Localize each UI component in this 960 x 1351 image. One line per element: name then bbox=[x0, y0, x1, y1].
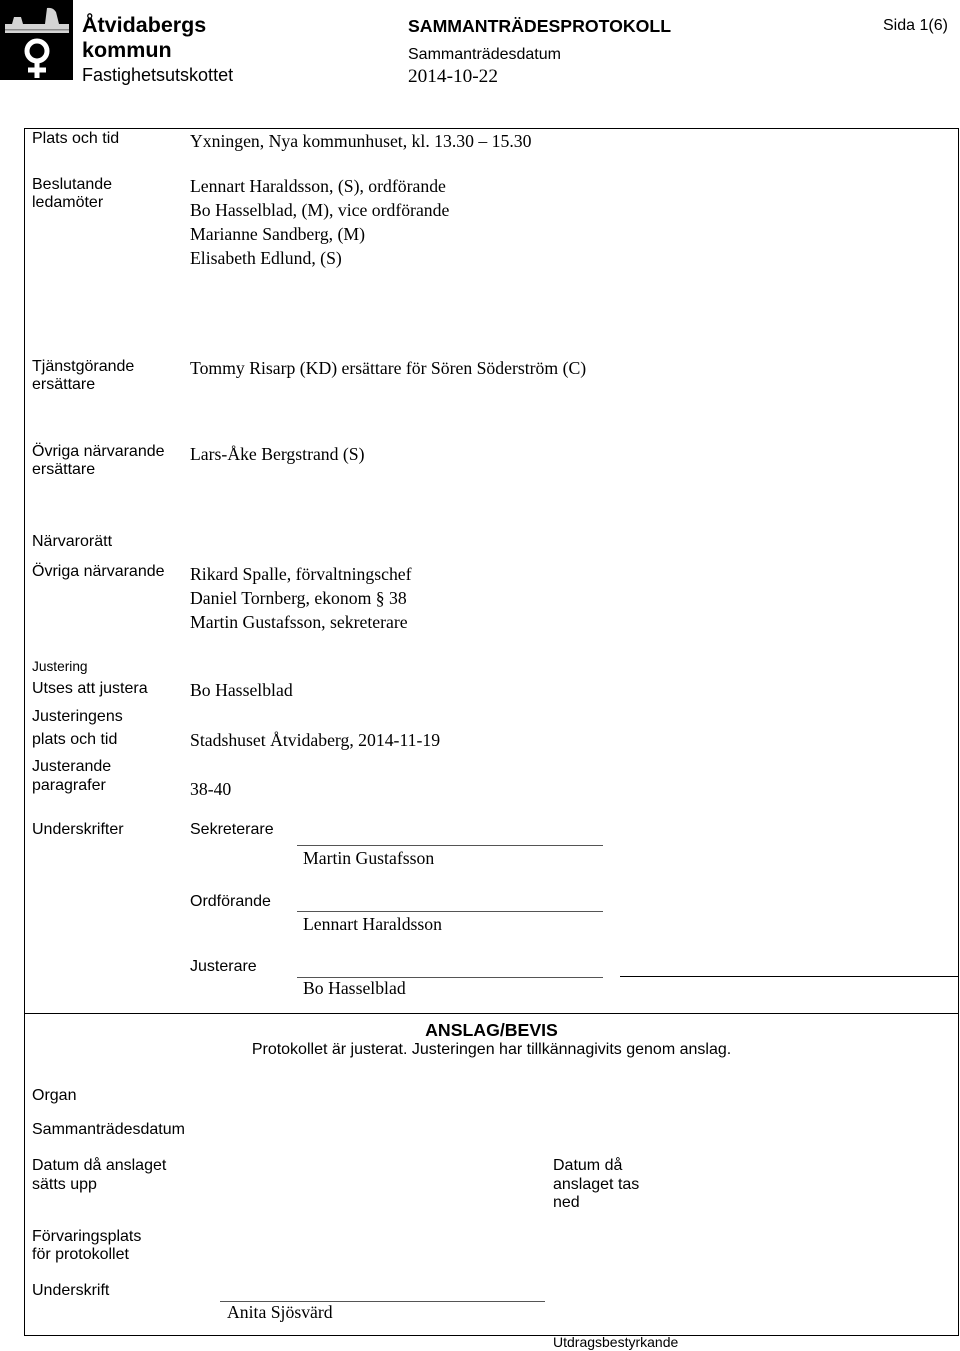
serving-substitutes-label: ersättare bbox=[32, 376, 96, 393]
member-item: Elisabeth Edlund, (S) bbox=[190, 248, 342, 268]
decision-makers-label: ledamöter bbox=[32, 194, 104, 211]
appointed-adjuster-label: Utses att justera bbox=[32, 680, 148, 697]
decision-makers-label: Beslutande bbox=[32, 176, 113, 193]
notice-statement: Protokollet är justerat. Justeringen har tillkännagivits genom anslag. bbox=[251, 1041, 732, 1058]
removed-date-label: Datum då bbox=[553, 1157, 623, 1174]
member-item: Bo Hasselblad, (M), vice ordförande bbox=[190, 200, 450, 220]
appointed-adjuster-value: Bo Hasselblad bbox=[190, 680, 293, 700]
org-name-line2: kommun bbox=[82, 38, 172, 62]
signature-name: Bo Hasselblad bbox=[303, 978, 406, 998]
adjustment-place-time-label: plats och tid bbox=[32, 731, 118, 748]
coat-of-arms-icon bbox=[0, 0, 74, 80]
other-substitutes-value: Lars-Åke Bergstrand (S) bbox=[190, 444, 365, 464]
meeting-date-label: Sammanträdesdatum bbox=[408, 46, 561, 63]
signature-line bbox=[620, 976, 958, 977]
attendance-right-heading: Närvarorätt bbox=[32, 533, 113, 550]
adjustment-place-time-value: Stadshuset Åtvidaberg, 2014-11-19 bbox=[190, 730, 441, 750]
other-present-item: Martin Gustafsson, sekreterare bbox=[190, 612, 408, 632]
adjusted-paragraphs-value: 38-40 bbox=[190, 779, 232, 799]
storage-label: för protokollet bbox=[32, 1246, 129, 1263]
notice-meeting-date-label: Sammanträdesdatum bbox=[32, 1121, 185, 1138]
other-present-label: Övriga närvarande bbox=[32, 563, 165, 580]
place-time-value: Yxningen, Nya kommunhuset, kl. 13.30 – 15.30 bbox=[190, 131, 532, 151]
adjustment-place-time-label: Justeringens bbox=[32, 708, 123, 725]
member-item: Marianne Sandberg, (M) bbox=[190, 224, 366, 244]
notice-signature-name: Anita Sjösvärd bbox=[227, 1302, 333, 1322]
notice-signature-label: Underskrift bbox=[32, 1282, 110, 1299]
signature-line bbox=[297, 911, 603, 912]
removed-date-label: ned bbox=[553, 1194, 580, 1211]
storage-label: Förvaringsplats bbox=[32, 1228, 142, 1245]
member-item: Lennart Haraldsson, (S), ordförande bbox=[190, 176, 446, 196]
serving-substitutes-value: Tommy Risarp (KD) ersättare för Sören Söderström (C) bbox=[190, 358, 587, 378]
signatures-label: Underskrifter bbox=[32, 821, 124, 838]
signature-line bbox=[297, 845, 603, 846]
body-label: Organ bbox=[32, 1087, 77, 1104]
signature-name: Lennart Haraldsson bbox=[303, 914, 442, 934]
committee-name: Fastighetsutskottet bbox=[82, 65, 234, 85]
adjusted-paragraphs-label: paragrafer bbox=[32, 777, 106, 794]
other-substitutes-label: ersättare bbox=[32, 461, 96, 478]
other-substitutes-label: Övriga närvarande bbox=[32, 443, 165, 460]
other-present-item: Rikard Spalle, förvaltningschef bbox=[190, 564, 412, 584]
document-title: SAMMANTRÄDESPROTOKOLL bbox=[408, 16, 672, 36]
org-name-line1: Åtvidabergs bbox=[82, 13, 207, 37]
serving-substitutes-label: Tjänstgörande bbox=[32, 358, 135, 375]
removed-date-label: anslaget tas bbox=[553, 1176, 640, 1193]
notice-divider bbox=[24, 1013, 959, 1014]
meeting-date: 2014-10-22 bbox=[408, 66, 498, 87]
adjustment-heading: Justering bbox=[32, 659, 88, 674]
posted-date-label: Datum då anslaget bbox=[32, 1157, 167, 1174]
page-number: Sida 1(6) bbox=[883, 17, 948, 34]
posted-date-label: sätts upp bbox=[32, 1176, 97, 1193]
protocol-frame bbox=[24, 128, 959, 1336]
signature-role: Justerare bbox=[190, 958, 257, 975]
extract-certification-label: Utdragsbestyrkande bbox=[553, 1334, 679, 1350]
other-present-item: Daniel Tornberg, ekonom § 38 bbox=[190, 588, 407, 608]
signature-role: Sekreterare bbox=[190, 821, 274, 838]
notice-title: ANSLAG/BEVIS bbox=[425, 1020, 558, 1040]
place-time-label: Plats och tid bbox=[32, 130, 120, 147]
adjusted-paragraphs-label: Justerande bbox=[32, 758, 112, 775]
signature-role: Ordförande bbox=[190, 893, 271, 910]
signature-name: Martin Gustafsson bbox=[303, 848, 435, 868]
